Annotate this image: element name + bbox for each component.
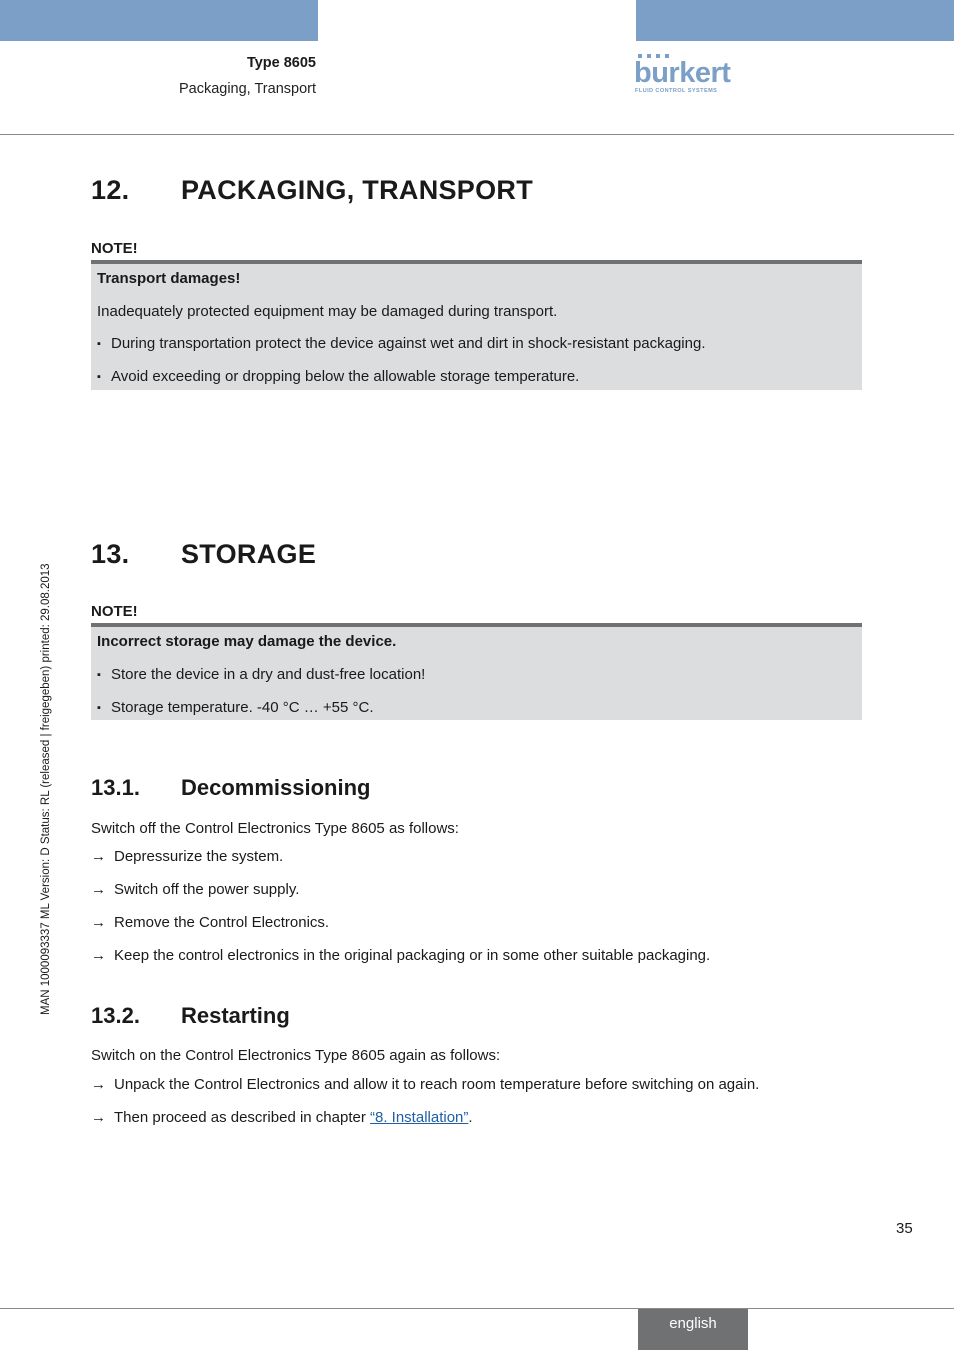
language-tab: english xyxy=(638,1309,748,1350)
subsection-title: Restarting xyxy=(181,1003,290,1028)
note-box-transport xyxy=(91,260,862,390)
bullet-icon: ▪ xyxy=(97,669,101,681)
section-number: 12. xyxy=(91,175,130,205)
arrow-icon: → xyxy=(91,1076,106,1093)
subsection-number: 13.1. xyxy=(91,775,140,800)
logo-tagline: FLUID CONTROL SYSTEMS xyxy=(635,88,718,94)
arrow-icon: → xyxy=(91,848,106,865)
header-band-right xyxy=(636,0,954,41)
document-section: Packaging, Transport xyxy=(178,81,316,97)
list-item: ▪ Avoid exceeding or dropping below the allowable storage temperature. xyxy=(97,368,580,385)
note-heading: Incorrect storage may damage the device. xyxy=(97,633,397,650)
footer-divider xyxy=(0,1308,954,1309)
subsection-title: Decommissioning xyxy=(181,775,371,800)
step-item: → Unpack the Control Electronics and allow it to reach room temperature before switching on again. xyxy=(91,1076,760,1093)
arrow-icon: → xyxy=(91,914,106,931)
subsection-number: 13.2. xyxy=(91,1003,140,1028)
installation-chapter-link[interactable]: “8. Installation” xyxy=(370,1109,469,1126)
page-number: 35 xyxy=(896,1220,913,1237)
arrow-icon: → xyxy=(91,947,106,964)
bullet-icon: ▪ xyxy=(97,702,101,714)
restarting-intro: Switch on the Control Electronics Type 8605 again as follows: xyxy=(91,1047,501,1064)
arrow-icon: → xyxy=(91,881,106,898)
note-label: NOTE! xyxy=(91,240,138,257)
note-label: NOTE! xyxy=(91,603,138,620)
bullet-icon: ▪ xyxy=(97,371,101,383)
section-title: STORAGE xyxy=(181,539,317,569)
note-text: Inadequately protected equipment may be damaged during transport. xyxy=(97,303,558,320)
section-number: 13. xyxy=(91,539,130,569)
list-item: ▪ During transportation protect the device against wet and dirt in shock-resistant packaging. xyxy=(97,335,706,352)
step-item: → Remove the Control Electronics. xyxy=(91,914,330,931)
step-item: → Keep the control electronics in the original packaging or in some other suitable packaging. xyxy=(91,947,711,964)
bullet-icon: ▪ xyxy=(97,338,101,350)
logo-wordmark: burkert xyxy=(634,57,731,89)
list-item: ▪ Storage temperature. -40 °C … +55 °C. xyxy=(97,699,374,716)
step-item: → Then proceed as described in chapter “8. Installation”. xyxy=(91,1109,473,1126)
note-heading: Transport damages! xyxy=(97,270,241,287)
header-divider xyxy=(0,134,954,135)
section-heading-storage xyxy=(91,539,316,570)
document-meta-sidebar: MAN 1000093337 ML Version: D Status: RL (released | freigegeben) printed: 29.08.2013 xyxy=(40,563,52,1015)
subsection-heading-decommissioning xyxy=(91,775,370,801)
section-heading-packaging xyxy=(91,175,533,206)
step-item: → Depressurize the system. xyxy=(91,848,284,865)
header-band-left xyxy=(0,0,318,41)
subsection-heading-restarting xyxy=(91,1003,290,1029)
decommissioning-intro: Switch off the Control Electronics Type 8605 as follows: xyxy=(91,820,459,837)
section-title: PACKAGING, TRANSPORT xyxy=(181,175,534,205)
arrow-icon: → xyxy=(91,1109,106,1126)
document-type: Type 8605 xyxy=(246,55,316,71)
list-item: ▪ Store the device in a dry and dust-free location! xyxy=(97,666,426,683)
step-item: → Switch off the power supply. xyxy=(91,881,300,898)
note-box-storage xyxy=(91,623,862,720)
